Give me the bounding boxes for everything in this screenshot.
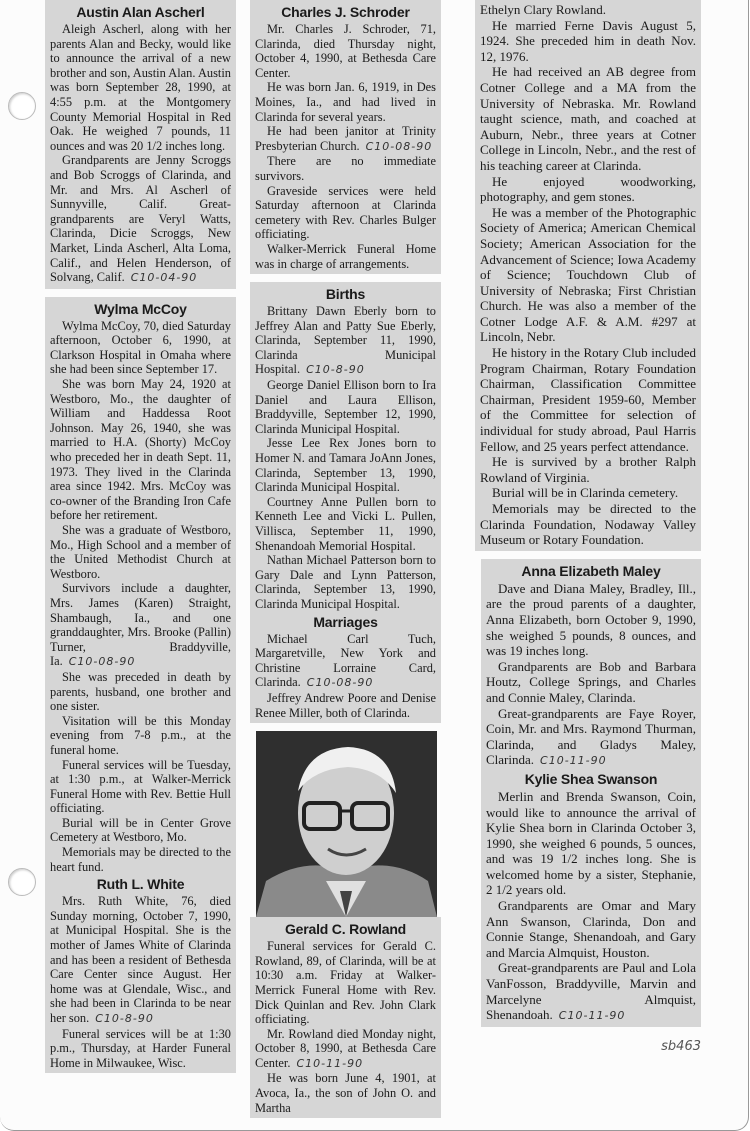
paragraph	[255, 939, 436, 1027]
paragraph	[486, 581, 696, 659]
clipping-maley-swanson-births	[481, 559, 701, 1027]
paragraph-text: She was preceded in death by parents, husband, one brother and one sister.	[50, 669, 231, 714]
handwritten-date-note: C10-11-90	[558, 1009, 626, 1023]
paragraph-text: Burial will be in Center Grove Cemetery at Westboro, Mo.	[50, 815, 231, 845]
paragraph-text: He enjoyed woodworking, photography, and gem stones.	[480, 173, 696, 205]
paragraph-text: She was a graduate of Westboro, Mo., High School and a member of the United Methodist Church at Westboro.	[50, 523, 231, 581]
paragraph	[50, 894, 231, 1026]
paragraph	[255, 304, 436, 378]
paragraph-text: Great-grandparents are Paul and Lola VanFosson, Braddyville, Marvin and Marcelyne Almquist, Shenandoah.	[486, 960, 696, 1023]
handwritten-date-note: C10-04-90	[130, 271, 198, 285]
paragraph-text: Grandparents are Omar and Mary Ann Swanson, Clarinda, Don and Connie Stange, Shenandoah, and Gary and Marcia Almquist, Houston.	[486, 898, 696, 960]
paragraph	[50, 523, 231, 581]
handwritten-date-note: C10-08-90	[365, 139, 433, 153]
paragraph	[255, 242, 436, 271]
paragraph-text: She was born May 24, 1920 at Westboro, Mo., the daughter of William and Haddessa Root Johnson. May 26, 1940, she was married to H.A. (Shorty) McCoy who preceded her in death Sept. 11, 1973. They lived in the Clarinda area since 1942. Mrs. McCoy was co-owner of the Branding Iron Cafe before her retirement.	[50, 377, 231, 523]
paragraph	[50, 816, 231, 845]
paragraph	[486, 960, 696, 1023]
portrait-photo-rowland	[256, 731, 437, 917]
paragraph	[50, 845, 231, 874]
paragraph-text: Jesse Lee Rex Jones born to Homer N. and Tamara JoAnn Jones, Clarinda, September 13, 1990, Clarinda Municipal Hospital.	[255, 436, 436, 495]
paragraph-text: Grandparents are Bob and Barbara Houtz, College Springs, and Charles and Connie Maley, Clarinda.	[486, 658, 696, 705]
paragraph	[480, 2, 696, 18]
paragraph-text: He was a member of the Photographic Society of America; American Chemical Society; American Association for the Advancement of Science; Iowa Academy of Science; Touchdown Club of University of Nebraska; First Christian Church. He was also a member of the Cotner Lodge A.F. & A.M. #297 at Lincoln, Nebr.	[480, 204, 696, 345]
clipping-heading: Marriages	[313, 613, 378, 630]
paragraph	[480, 174, 696, 205]
paragraph-text: Graveside services were held Saturday afternoon at Clarinda cemetery with Rev. Charles Bulger officiating.	[255, 183, 436, 242]
paragraph-text: Jeffrey Andrew Poore and Denise Renee Miller, both of Clarinda.	[255, 690, 436, 720]
paragraph	[255, 553, 436, 611]
page-number: sb463	[661, 1038, 701, 1054]
paragraph	[50, 1027, 231, 1071]
paragraph-text: He had been janitor at Trinity Presbyterian Church.	[255, 124, 436, 153]
paragraph-text: Mr. Charles J. Schroder, 71, Clarinda, died Thursday night, October 4, 1990, at Bethesda Care Center.	[255, 22, 436, 80]
paragraph	[255, 378, 436, 436]
paragraph	[486, 706, 696, 769]
paragraph	[255, 495, 436, 553]
paragraph	[255, 691, 436, 720]
paragraph	[486, 898, 696, 960]
paragraph-text: Dave and Diana Maley, Bradley, Ill., are the proud parents of a daughter, Anna Elizabeth, born October 9, 1990, she weighed 5 pounds, 8 ounces, and was 19 inches long.	[486, 580, 696, 659]
paragraph	[480, 501, 696, 548]
clipping-heading: Births	[325, 286, 366, 303]
paragraph-text: Funeral services will be Tuesday, at 1:30 p.m., at Walker-Merrick Funeral Home with Rev. Bettie Hull officiating.	[50, 757, 231, 816]
handwritten-date-note: C10-8-90	[306, 363, 365, 377]
paragraph-text: Funeral services will be at 1:30 p.m., Thursday, at Harder Funeral Home in Milwaukee, Wisc.	[50, 1026, 231, 1070]
paragraph	[486, 789, 696, 898]
paragraph-text: He had received an AB degree from Cotner College and a MA from the University of Nebraska. Mr. Rowland taught science, math, and coached at Auburn, Nebr., three years at Cotner College in Lincoln, Nebr., and the rest of his teaching career at Clarinda.	[480, 64, 696, 173]
clipping-rowland-obituary	[250, 917, 441, 1118]
paragraph-text: Ethelyn Clary Rowland.	[480, 2, 607, 17]
paragraph	[50, 319, 231, 377]
clipping-heading: Ruth L. White	[96, 876, 185, 893]
paragraph	[255, 1027, 436, 1072]
paragraph	[255, 80, 436, 124]
paragraph	[255, 632, 436, 691]
clipping-rowland-with-photo	[250, 731, 441, 1118]
paragraph-text: Courtney Anne Pullen born to Kenneth Lee and Vicki L. Pullen, Villisca, September 11, 1990, Shenandoah Memorial Hospital.	[255, 494, 436, 553]
paragraph	[480, 485, 696, 501]
paragraph-text: He was born June 4, 1901, at Avoca, Ia., the son of John O. and Martha	[255, 1071, 436, 1115]
clipping-heading: Wylma McCoy	[94, 300, 187, 317]
clipping-heading: Charles J. Schroder	[281, 4, 410, 20]
paragraph	[255, 124, 436, 154]
handwritten-date-note: C10-11-90	[540, 754, 607, 768]
middle-column	[250, 0, 441, 1118]
clipping-births-marriages	[250, 282, 441, 723]
punch-hole	[8, 868, 36, 896]
paragraph-text: There are no immediate survivors.	[255, 154, 436, 183]
paragraph	[50, 22, 231, 153]
paragraph-text: Memorials may be directed to the Clarinda Foundation, Nodaway Valley Museum or Rotary Foundation.	[480, 501, 696, 548]
paragraph	[50, 377, 231, 523]
paragraph	[255, 1071, 436, 1115]
handwritten-date-note: C10-08-90	[68, 655, 136, 669]
clipping-heading: Anna Elizabeth Maley	[521, 562, 661, 579]
paragraph-text: Mrs. Ruth White, 76, died Sunday morning, October 7, 1990, at Municipal Hospital. She is the mother of James White of Clarinda and has been a resident of Bethesda Care Center since August. Her home was at Glendale, Wisc., and she had been in Clarinda to be near her son.	[50, 894, 231, 1025]
paragraph-text: Nathan Michael Patterson born to Gary Dale and Lynn Patterson, Clarinda, September 13, 1990, Clarinda Municipal Hospital.	[255, 553, 436, 611]
clipping-rowland-obituary-continued	[475, 0, 701, 551]
clipping-heading: Kylie Shea Swanson	[524, 770, 658, 787]
paragraph-text: Memorials may be directed to the heart fund.	[50, 845, 231, 874]
left-column	[45, 0, 236, 1073]
paragraph-text: He was born Jan. 6, 1919, in Des Moines, Ia., and had lived in Clarinda for several years.	[255, 80, 436, 124]
right-column	[475, 0, 701, 1054]
clipping-heading: Gerald C. Rowland	[284, 921, 407, 938]
paragraph-text: He history in the Rotary Club included Program Chairman, Rotary Foundation Chairman, Classification Committee Chairman, President 1959-60, Member of the Committee for selection of individual for study abroad, Paul Harris Fellow, and 25 years perfect attendance.	[480, 345, 696, 454]
paragraph	[50, 758, 231, 816]
paragraph-text: He married Ferne Davis August 5, 1924. She preceded him in death Nov. 12, 1976.	[480, 17, 696, 64]
paragraph	[50, 670, 231, 714]
clipping-mccoy-white-obituaries	[45, 297, 236, 1074]
paragraph-text: Wylma McCoy, 70, died Saturday afternoon, October 6, 1990, at Clarkson Hospital in Omaha where she had been since September 17.	[50, 318, 231, 377]
paragraph	[50, 714, 231, 758]
paragraph	[255, 184, 436, 242]
paragraph-text: Merlin and Brenda Swanson, Coin, would like to announce the arrival of Kylie Shea born in Clarinda October 3, 1990, she weighed 6 pounds, 5 ounces, and was 19 1/2 inches long. She is welcomed home by a sister, Stephanie, 2 1/2 years old.	[486, 788, 696, 898]
paragraph-text: Michael Carl Tuch, Margaretville, New York and Christine Lorraine Card, Clarinda.	[255, 631, 436, 690]
paragraph	[486, 659, 696, 706]
paragraph	[50, 581, 231, 670]
paragraph-text: Walker-Merrick Funeral Home was in charge of arrangements.	[255, 241, 436, 271]
paragraph-text: Grandparents are Jenny Scroggs and Bob Scroggs of Clarinda, and Mr. and Mrs. Al Ascherl of Sunnyville, Calif. Great-grandparents are Veryl Watts, Clarinda, Dicie Scroggs, New Market, Linda Ascherl, Alta Loma, Calif., and Helen Henderson, of Solvang, Calif.	[50, 153, 231, 285]
paragraph	[480, 18, 696, 65]
punch-hole	[8, 92, 36, 120]
paragraph-text: Burial will be in Clarinda cemetery.	[492, 485, 679, 501]
paragraph-text: He is survived by a brother Ralph Rowland of Virginia.	[480, 454, 696, 485]
clipping-ascherl-birth	[45, 0, 236, 289]
handwritten-date-note: C10-11-90	[296, 1056, 364, 1070]
paragraph-text: Survivors include a daughter, Mrs. James (Karen) Straight, Shambaugh, Ia., and one granddaughter, Mrs. Brooke (Pallin) Turner, Braddyville, Ia.	[50, 581, 231, 669]
paragraph	[255, 22, 436, 80]
paragraph-text: Great-grandparents are Faye Royer, Coin, Mr. and Mrs. Raymond Thurman, Clarinda, and Gladys Maley, Clarinda.	[486, 705, 696, 768]
paragraph-text: Aleigh Ascherl, along with her parents Alan and Becky, would like to announce the arrival of a new brother and son, Austin Alan. Austin was born September 28, 1990, at 4:55 p.m. at the Montgomery County Memorial Hospital in Red Oak. He weighed 7 pounds, 11 ounces and was 20 1/2 inches long.	[50, 22, 231, 153]
paragraph-text: George Daniel Ellison born to Ira Daniel and Laura Ellison, Braddyville, September 12, 1990, Clarinda Municipal Hospital.	[255, 378, 436, 436]
paragraph-text: Funeral services for Gerald C. Rowland, 89, of Clarinda, will be at 10:30 a.m. Friday at Walker-Merrick Funeral Home with Rev. Dick Quinlan and Rev. John Clark officiating.	[255, 939, 436, 1027]
handwritten-date-note: C10-08-90	[306, 676, 374, 690]
clipping-schroder-obituary	[250, 0, 441, 274]
paragraph	[255, 154, 436, 183]
handwritten-date-note: C10-8-90	[95, 1012, 154, 1025]
paragraph	[255, 436, 436, 494]
clipping-heading: Austin Alan Ascherl	[76, 4, 205, 20]
paragraph	[480, 454, 696, 485]
paragraph-text: Mr. Rowland died Monday night, October 8, 1990, at Bethesda Care Center.	[255, 1026, 436, 1070]
paragraph	[50, 153, 231, 285]
paragraph-text: Brittany Dawn Eberly born to Jeffrey Alan and Patty Sue Eberly, Clarinda, September 11, 1990, Clarinda Municipal Hospital.	[255, 304, 436, 377]
paragraph	[480, 345, 696, 454]
paragraph	[480, 205, 696, 345]
paragraph	[480, 64, 696, 173]
paragraph-text: Visitation will be this Monday evening from 7-8 p.m., at the funeral home.	[50, 713, 231, 757]
